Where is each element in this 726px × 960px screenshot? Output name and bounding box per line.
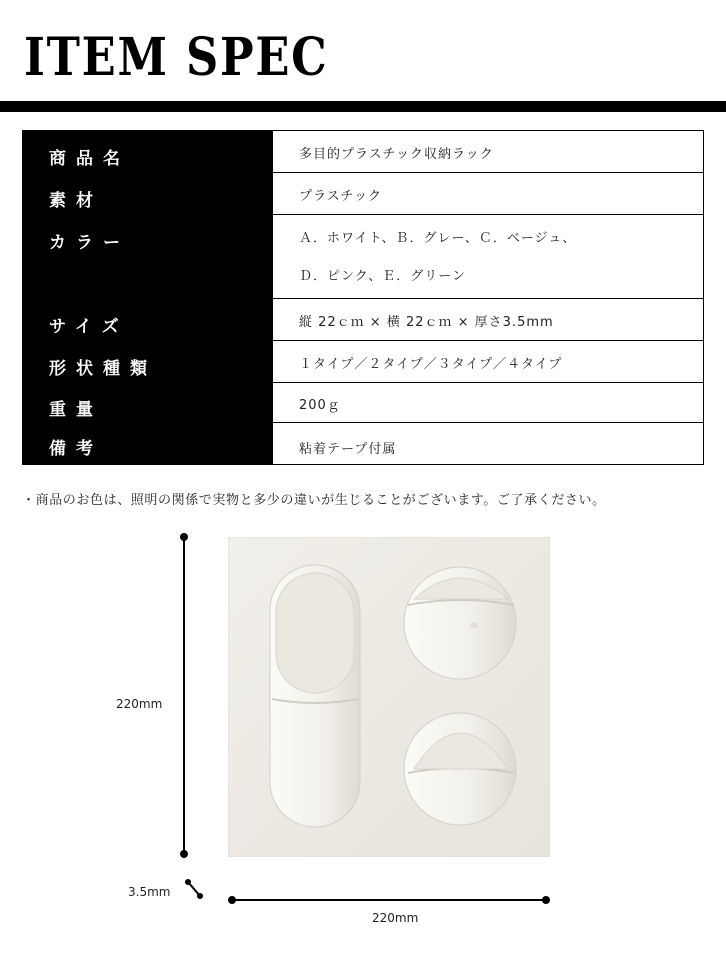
spec-key: 商品名 <box>23 131 273 173</box>
width-label: 220mm <box>372 911 419 925</box>
spec-row-color <box>23 215 704 299</box>
spec-row-material <box>23 173 704 215</box>
spec-value <box>273 215 704 299</box>
height-label: 220mm <box>116 697 163 711</box>
product-image <box>228 537 550 857</box>
spec-key: カラー <box>23 215 273 299</box>
spec-table <box>22 130 704 465</box>
spec-key: サイズ <box>23 299 273 341</box>
spec-value: 縦 22ｃｍ × 横 22ｃｍ × 厚さ3.5mm <box>273 299 704 341</box>
color-disclaimer: ・商品のお色は、照明の関係で実物と多少の違いが生じることがございます。ご了承ください。 <box>22 493 606 508</box>
spec-value: プラスチック <box>273 173 704 215</box>
spec-row-size <box>23 299 704 341</box>
spec-value: 多目的プラスチック収納ラック <box>273 131 704 173</box>
title-divider <box>0 101 726 112</box>
spec-value-line: Ｄ．ピンク、Ｅ．グリーン <box>299 269 466 284</box>
thickness-label: 3.5mm <box>128 885 171 899</box>
spec-row-weight <box>23 383 704 423</box>
spec-row-type <box>23 341 704 383</box>
spec-value-line: Ａ．ホワイト、Ｂ．グレー、Ｃ．ベージュ、 <box>299 231 577 246</box>
spec-key: 形状種類 <box>23 341 273 383</box>
spec-row-name <box>23 131 704 173</box>
page-title: ITEM SPEC <box>24 27 329 88</box>
spec-key: 重量 <box>23 383 273 423</box>
spec-key: 素材 <box>23 173 273 215</box>
spec-key: 備考 <box>23 423 273 465</box>
spec-value: 200ｇ <box>273 383 704 423</box>
spec-row-remarks <box>23 423 704 465</box>
spec-value: 粘着テープ付属 <box>273 423 704 465</box>
spec-value: １タイプ／２タイプ／３タイプ／４タイプ <box>273 341 704 383</box>
